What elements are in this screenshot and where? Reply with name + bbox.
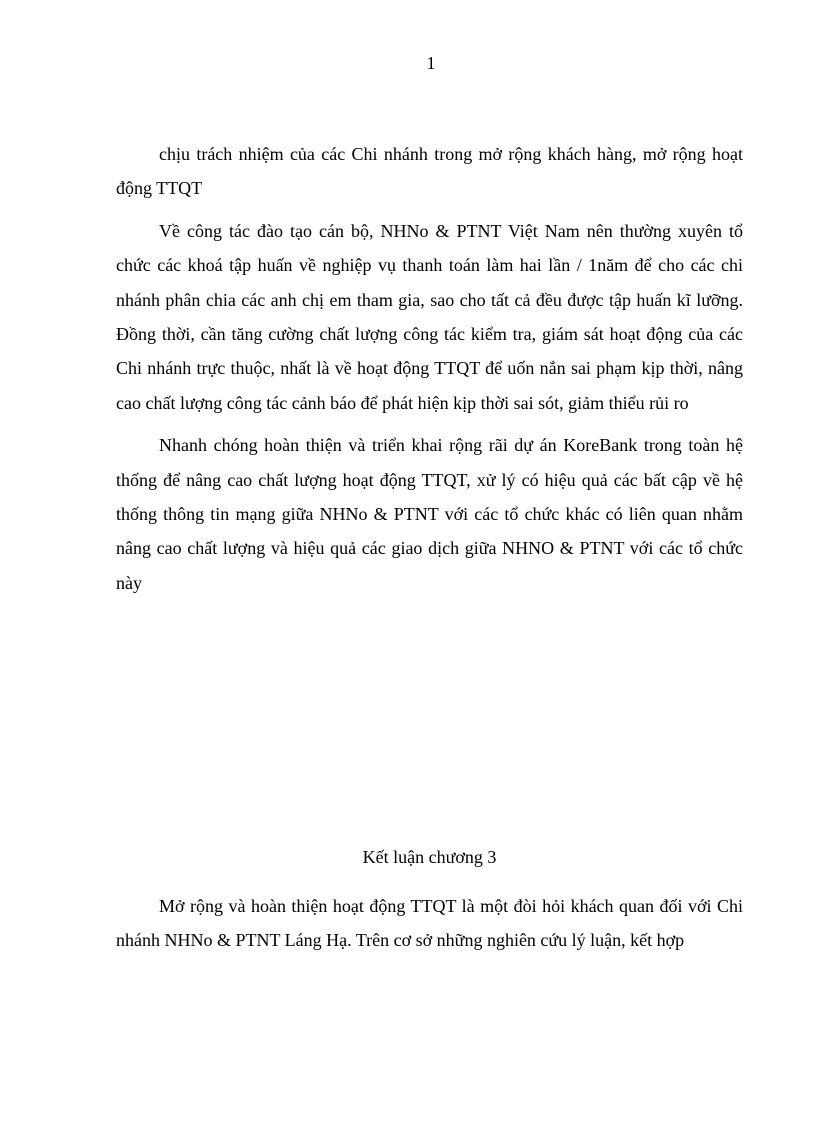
paragraph: Mở rộng và hoàn thiện hoạt động TTQT là một đòi hỏi khách quan đối với Chi nhánh NHNo & PTNT Láng Hạ. Trên cơ sở những nghiên cứu lý luận, kết hợp (116, 896, 743, 951)
paragraph: Nhanh chóng hoàn thiện và triển khai rộng rãi dự án KoreBank trong toàn hệ thống để nâng cao chất lượng hoạt động TTQT, xử lý có hiệu quả các bất cập về hệ thống thông tin mạng giữa NHNo & PTNT với các tổ chức khác có liên quan nhằm nâng cao chất lượng và hiệu quả các giao dịch giữa NHNO & PTNT với các tổ chức này (116, 435, 743, 593)
section-heading: Kết luận chương 3 (362, 847, 497, 867)
paragraph: chịu trách nhiệm của các Chi nhánh trong mở rộng khách hàng, mở rộng hoạt động TTQT (116, 144, 743, 199)
paragraph: Về công tác đào tạo cán bộ, NHNo & PTNT Việt Nam nên thường xuyên tổ chức các khoá tập huấn về nghiệp vụ thanh toán làm hai lần / 1năm để cho các chi nhánh phân chia các anh chị em tham gia, sao cho tất cả đều được tập huấn kĩ lưỡng. Đồng thời, cần tăng cường chất lượng công tác kiểm tra, giám sát hoạt động của các Chi nhánh trực thuộc, nhất là về hoạt động TTQT để uốn nắn sai phạm kịp thời, nâng cao chất lượng công tác cảnh báo để phát hiện kịp thời sai sót, giảm thiểu rủi ro (116, 220, 743, 413)
page-number: 1 (426, 53, 436, 73)
body-text (116, 137, 743, 608)
section-body (116, 889, 743, 966)
